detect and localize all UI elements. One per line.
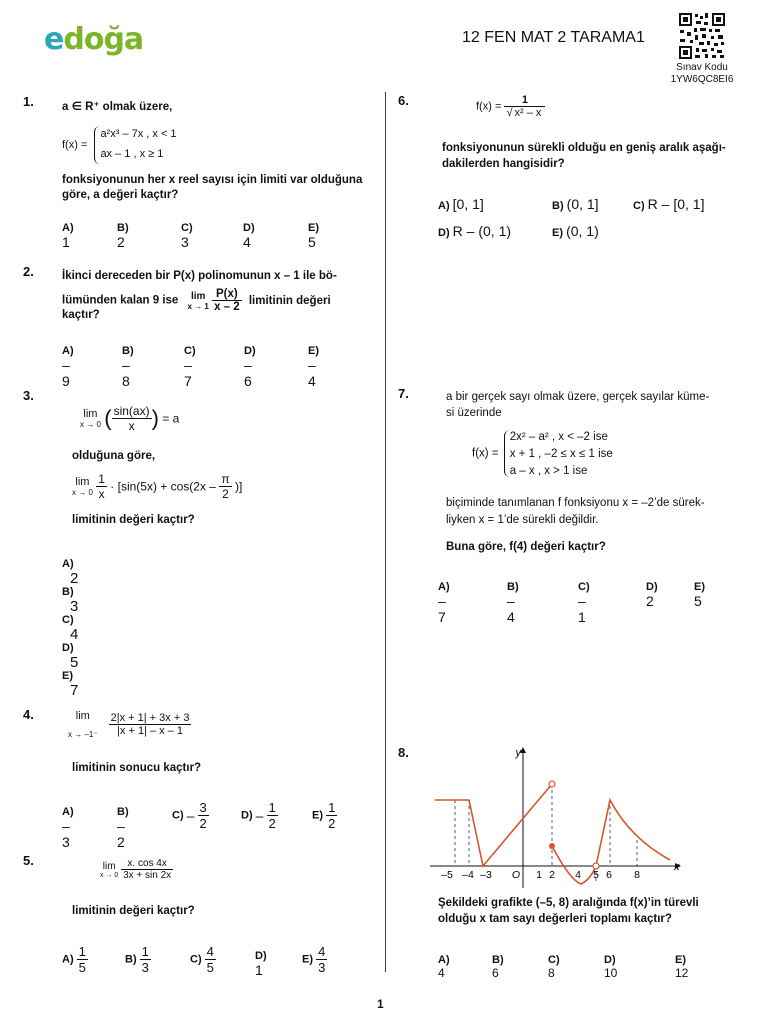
tick-label: 6 <box>606 869 612 881</box>
q5-option-e[interactable]: E) $\frac{4}{3}$ <box>302 944 326 975</box>
q5-limit: lim x → 0 $\frac{x. \cos 4x}{3x + \sin 2x}$ <box>100 858 172 881</box>
q1-option-a[interactable]: A) 1 <box>62 222 74 250</box>
q3-option-b[interactable]: B) 3 <box>62 586 79 615</box>
q7-text-c: biçiminde tanımlanan f fonksiyonu x = –2’de sürek- <box>446 497 705 509</box>
q6-option-e[interactable]: E) (0, 1) <box>552 223 599 239</box>
q8-option-a[interactable]: A) 4 <box>438 954 450 980</box>
q2-text-b: lümünden kalan 9 ise lim x → 1 $\frac{P(x)}{x - 2}$ limitinin değeri <box>62 288 331 313</box>
curve-left <box>435 784 552 866</box>
tick-label: 4 <box>575 869 581 881</box>
q2-option-b[interactable]: B) –8 <box>122 345 134 389</box>
page-title: 12 FEN MAT 2 TARAMA1 <box>462 29 645 46</box>
q6-text-a: fonksiyonunun sürekli olduğu en geniş aralık aşağı- <box>442 142 726 154</box>
q7-option-e[interactable]: E) 5 <box>694 581 705 609</box>
q1-option-d[interactable]: D) 4 <box>243 222 255 250</box>
q6-option-d[interactable]: D) R – (0, 1) <box>438 223 512 239</box>
x-axis-label: x <box>674 861 680 873</box>
q2-text-d: kaçtır? <box>62 309 100 321</box>
question-number: 5. <box>23 853 34 868</box>
y-axis-label: y <box>515 747 521 759</box>
q2-option-e[interactable]: E) –4 <box>308 345 319 389</box>
q1-option-e[interactable]: E) 5 <box>308 222 319 250</box>
question-number: 8. <box>398 745 409 760</box>
q7-option-b[interactable]: B) –4 <box>507 581 519 625</box>
q2-option-c[interactable]: C) –7 <box>184 345 196 389</box>
q8-text-a: Şekildeki grafikte (–5, 8) aralığında f(x)’in türevli <box>438 897 699 909</box>
q5-option-d[interactable]: D) 1 <box>255 950 267 978</box>
q7-option-d[interactable]: D) 2 <box>646 581 658 609</box>
q6-option-c[interactable]: C) R – [0, 1] <box>633 196 705 212</box>
q8-option-b[interactable]: B) 6 <box>492 954 504 980</box>
q6-option-b[interactable]: B) (0, 1] <box>552 196 599 212</box>
tick-label: –5 <box>441 869 453 881</box>
tick-label: 1 <box>536 869 542 881</box>
qr-code-icon <box>678 12 726 60</box>
q8-option-e[interactable]: E) 12 <box>675 954 689 980</box>
q1-piecewise: f(x) = a²x³ – 7x , x < 1 ax – 1 , x ≥ 1 <box>62 126 177 164</box>
q7-option-c[interactable]: C) –1 <box>578 581 590 625</box>
q7-text-d: liyken x = 1’de sürekli değildir. <box>446 514 599 526</box>
q7-text-e: Buna göre, f(4) değeri kaçtır? <box>446 541 606 553</box>
q1-text: fonksiyonunun her x reel sayısı için limiti var olduğuna göre, a değeri kaçtır? <box>62 174 363 201</box>
q3-option-d[interactable]: D) 5 <box>62 642 79 671</box>
question-number: 6. <box>398 93 409 108</box>
q3-option-a[interactable]: A) 2 <box>62 558 79 587</box>
tick-label: 2 <box>549 869 555 881</box>
q2-option-d[interactable]: D) –6 <box>244 345 256 389</box>
q4-option-d[interactable]: D) – $\frac{1}{2}$ <box>241 800 276 831</box>
q4-option-b[interactable]: B) –2 <box>117 806 129 850</box>
q4-option-e[interactable]: E) $\frac{1}{2}$ <box>312 800 336 831</box>
column-divider <box>385 92 386 972</box>
q8-option-d[interactable]: D) 10 <box>604 954 618 980</box>
question-number: 1. <box>23 94 34 109</box>
q8-graph <box>430 742 690 890</box>
question-number: 4. <box>23 707 34 722</box>
q1-option-c[interactable]: C) 3 <box>181 222 193 250</box>
q6-text-b: dakilerden hangisidir? <box>442 158 565 170</box>
q2-text-a: İkinci dereceden bir P(x) polinomunun x – 1 ile bö- <box>62 270 337 282</box>
tick-label: –3 <box>480 869 492 881</box>
q4-option-a[interactable]: A) –3 <box>62 806 74 850</box>
q2-option-a[interactable]: A) –9 <box>62 345 74 389</box>
tick-label: 5 <box>593 869 599 881</box>
q7-text-a: a bir gerçek sayı olmak üzere, gerçek sayılar küme- <box>446 391 710 403</box>
q6-option-a[interactable]: A) [0, 1] <box>438 196 484 212</box>
q5-option-b[interactable]: B) $\frac{1}{3}$ <box>125 944 149 975</box>
q7-option-a[interactable]: A) –7 <box>438 581 450 625</box>
closed-point <box>549 843 555 849</box>
question-number: 3. <box>23 388 34 403</box>
q5-option-c[interactable]: C) $\frac{4}{5}$ <box>190 944 214 975</box>
open-point <box>549 781 555 787</box>
q3-expression: lim x → 0 $\frac{1}{x}$ · [sin(5x) + cos(2x – $\frac{\pi}{2}$ )] <box>72 472 243 501</box>
q4-option-c[interactable]: C) – $\frac{3}{2}$ <box>172 800 207 831</box>
q4-limit: lim x → –1⁻ $\frac{2|x + 1| + 3x + 3}{|x + 1| - x - 1}$ <box>68 710 190 739</box>
page-number: 1 <box>377 997 384 1011</box>
q1-intro: a ∈ R⁺ olmak üzere, <box>62 101 173 113</box>
origin-label: O <box>511 869 521 881</box>
q3-text-b: limitinin değeri kaçtır? <box>72 514 195 526</box>
q3-option-c[interactable]: C) 4 <box>62 614 79 643</box>
q3-text-a: olduğuna göre, <box>72 450 156 462</box>
q8-text-b: olduğu x tam sayı değerleri toplamı kaçtır? <box>438 913 672 925</box>
question-number: 7. <box>398 386 409 401</box>
q4-text: limitinin sonucu kaçtır? <box>72 762 202 774</box>
q5-text: limitinin değeri kaçtır? <box>72 905 195 917</box>
q1-option-b[interactable]: B) 2 <box>117 222 129 250</box>
q6-function: f(x) = $\frac{1}{\text{√ x² – x}}$ <box>476 94 545 119</box>
tick-label: 8 <box>634 869 640 881</box>
edoga-logo: edoğa <box>44 22 144 57</box>
exam-code: Sınav Kodu 1YW6QC8EI6 <box>670 62 734 85</box>
q3-option-e[interactable]: E) 7 <box>62 670 79 699</box>
q3-given-limit: lim x → 0 ( $\frac{\sin(ax)}{x}$ ) = a <box>80 404 180 433</box>
tick-label: –4 <box>462 869 474 881</box>
q5-option-a[interactable]: A) $\frac{1}{5}$ <box>62 944 86 975</box>
q7-piecewise: f(x) = 2x² – a² , x < –2 ise x + 1 , –2 ≤ x ≤ 1 ise a – x , x > 1 ise <box>472 431 613 477</box>
q7-text-b: si üzerinde <box>446 407 502 419</box>
question-number: 2. <box>23 264 34 279</box>
q8-option-c[interactable]: C) 8 <box>548 954 560 980</box>
